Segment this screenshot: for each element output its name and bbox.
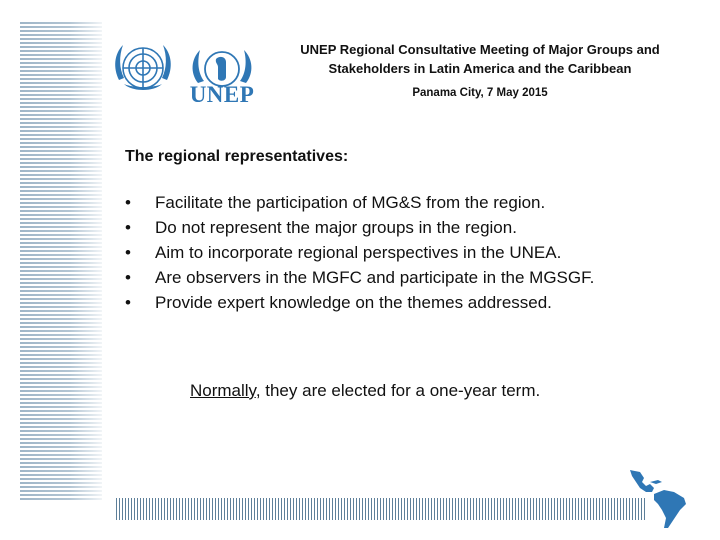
unep-wordmark: UNEP xyxy=(189,82,255,107)
bullet-list xyxy=(125,190,594,315)
bullet-text: Facilitate the participation of MG&S from the region. xyxy=(155,193,546,212)
bottom-stripe-decoration xyxy=(116,498,646,520)
bullet-marker: • xyxy=(125,243,131,262)
bullet-marker: • xyxy=(125,193,131,212)
side-stripe-decoration xyxy=(20,22,102,500)
bullet-text: Provide expert knowledge on the themes addressed. xyxy=(155,293,552,312)
meeting-date: Panama City, 7 May 2015 xyxy=(412,87,548,99)
meeting-title-line-2: Stakeholders in Latin America and the Caribbean xyxy=(328,61,632,76)
bullet-text: Aim to incorporate regional perspectives in the UNEA. xyxy=(155,243,562,262)
latin-america-map-icon xyxy=(624,468,704,530)
bullet-text: Do not represent the major groups in the region. xyxy=(155,218,517,237)
closing-text: , they are elected for a one-year term. xyxy=(255,381,541,400)
list-item xyxy=(125,190,594,215)
meeting-title xyxy=(280,40,680,78)
bullet-marker: • xyxy=(125,293,131,312)
list-item xyxy=(125,215,594,240)
list-item xyxy=(125,290,594,315)
section-heading: The regional representatives: xyxy=(125,148,349,165)
bullet-text: Are observers in the MGFC and participate in the MGSGF. xyxy=(155,268,595,287)
closing-emphasis: Normally xyxy=(190,381,256,400)
bullet-marker: • xyxy=(125,218,131,237)
meeting-title-line-1: UNEP Regional Consultative Meeting of Major Groups and xyxy=(300,42,660,57)
list-item xyxy=(125,265,594,290)
bullet-marker: • xyxy=(125,268,131,287)
closing-statement xyxy=(190,381,540,401)
list-item xyxy=(125,240,594,265)
un-emblem-icon xyxy=(110,36,176,102)
